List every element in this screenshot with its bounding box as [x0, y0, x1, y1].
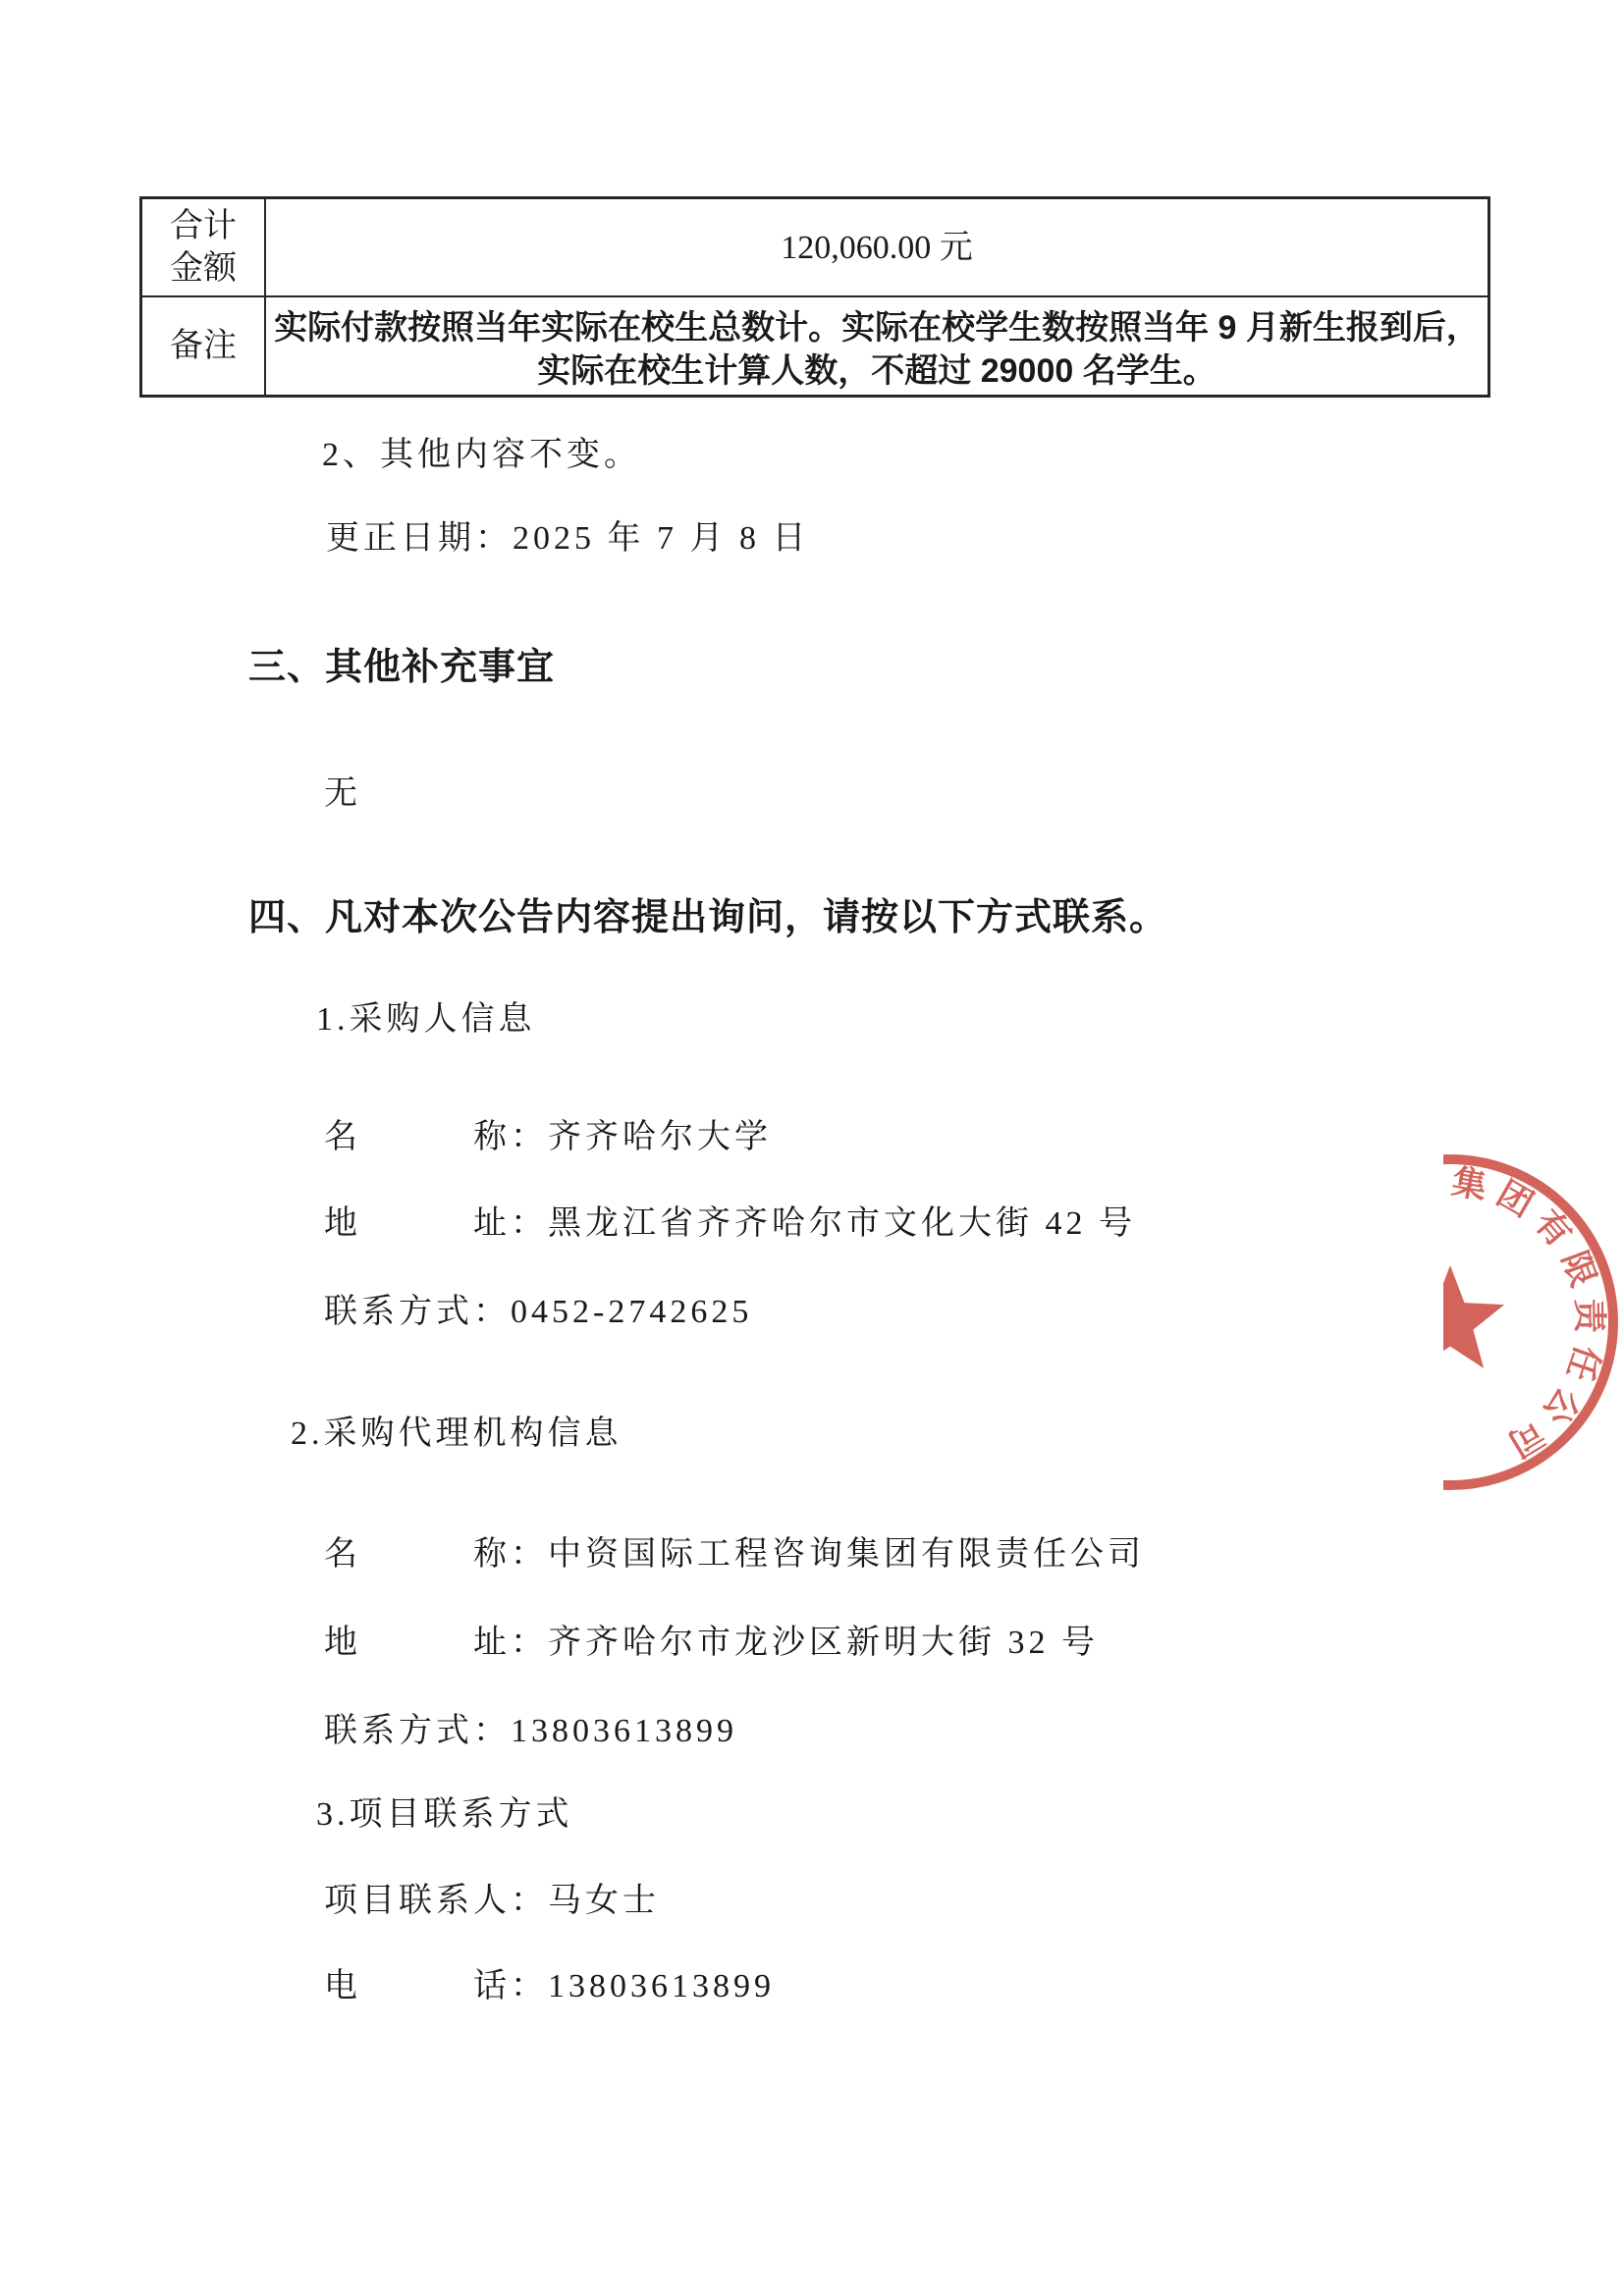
table-value-remark [266, 297, 1488, 395]
section4-title: 四、凡对本次公告内容提出询问，请按以下方式联系。 [248, 897, 1168, 938]
project-heading: 3.项目联系方式 [316, 1796, 573, 1833]
purchaser-name: 名 称：齐齐哈尔大学 [324, 1119, 772, 1155]
section3-body: 无 [324, 775, 361, 812]
table-label-remark: 备注 [142, 297, 266, 395]
remark-line1: 实际付款按照当年实际在校生总数计。实际在校学生数按照当年 9 月新生报到后， [274, 308, 1480, 347]
paragraph-correction-date: 更正日期：2025 年 7 月 8 日 [326, 520, 810, 557]
table-value-total-amount: 120,060.00 元 [266, 199, 1488, 297]
seal-star-icon [1443, 1265, 1504, 1368]
project-contact-person: 项目联系人：马女士 [324, 1883, 660, 1919]
agency-heading: 2.采购代理机构信息 [291, 1415, 622, 1452]
remark-line2: 实际在校生计算人数，不超过 29000 名学生。 [537, 351, 1217, 390]
project-phone: 电 话：13803613899 [324, 1968, 775, 2004]
total-label-line2: 金额 [170, 250, 237, 287]
paragraph-item2: 2、其他内容不变。 [322, 437, 641, 473]
official-seal-stamp [1443, 1119, 1623, 1531]
purchaser-address: 地 址：黑龙江省齐齐哈尔市文化大街 42 号 [324, 1205, 1136, 1242]
purchaser-contact: 联系方式：0452-2742625 [324, 1294, 753, 1330]
summary-table [139, 196, 1490, 398]
purchaser-heading: 1.采购人信息 [316, 1001, 536, 1038]
table-label-total-amount [142, 199, 266, 297]
agency-address: 地 址：齐齐哈尔市龙沙区新明大街 32 号 [324, 1625, 1099, 1661]
total-label-line1: 合计 [170, 208, 237, 244]
seal-arc-text: 集团有限责任公司 [1448, 1162, 1609, 1469]
agency-name: 名 称：中资国际工程咨询集团有限责任公司 [324, 1536, 1145, 1573]
agency-contact: 联系方式：13803613899 [324, 1713, 737, 1749]
section3-title: 三、其他补充事宜 [248, 647, 556, 688]
